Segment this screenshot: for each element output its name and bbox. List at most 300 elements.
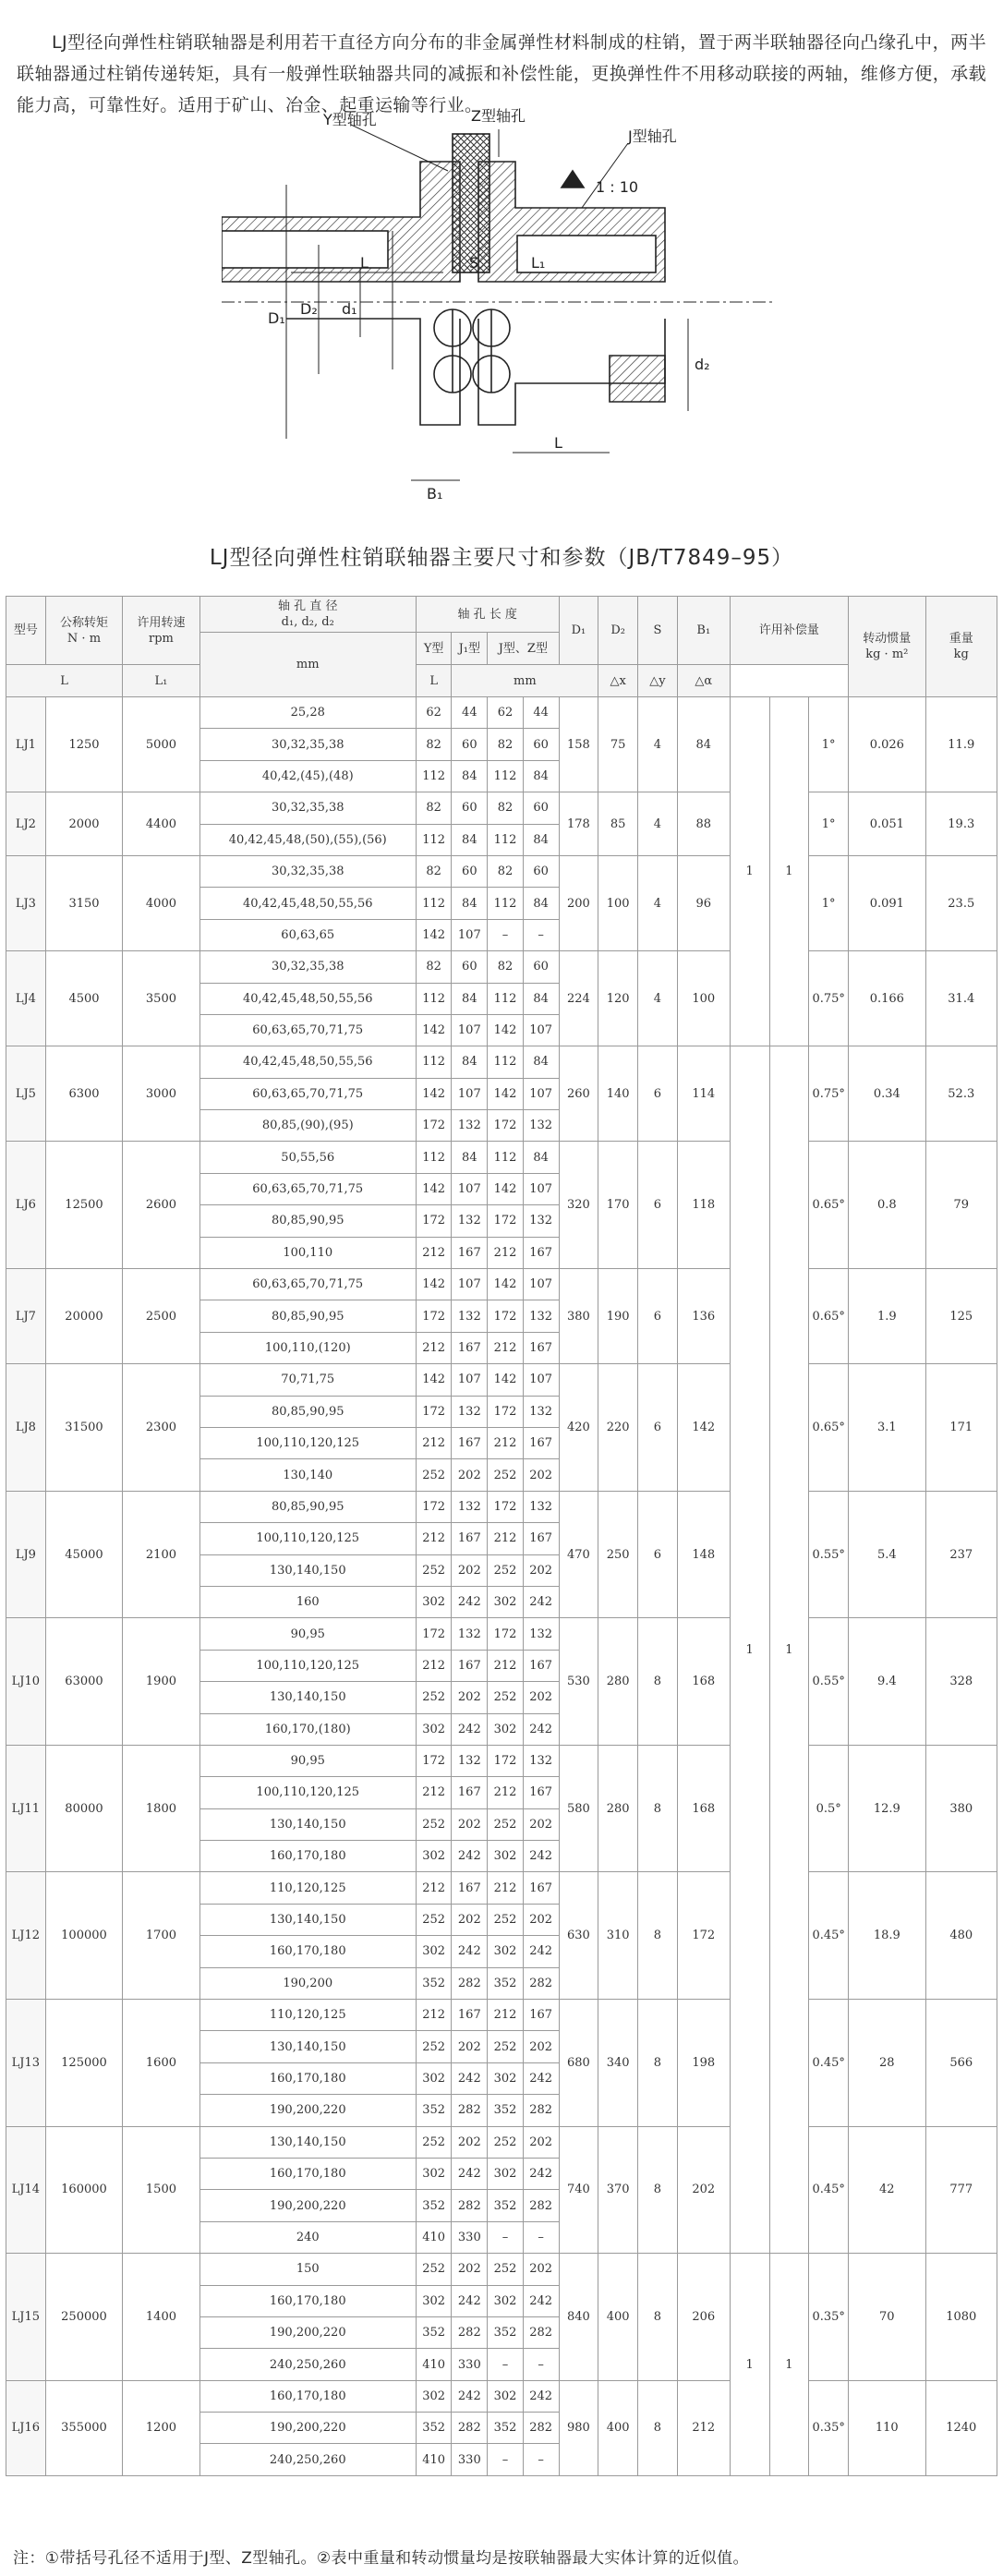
j1-L1-cell: 84 <box>452 1046 488 1078</box>
torque-cell: 2000 <box>45 792 122 856</box>
S-cell: 8 <box>638 1745 678 1872</box>
jz-L-cell: 202 <box>523 1904 559 1935</box>
bore-dia-cell: 100,110,120,125 <box>199 1427 416 1458</box>
jz-L1-cell: 302 <box>488 2062 524 2094</box>
jz-L-cell: 242 <box>523 2158 559 2189</box>
da-cell: 1° <box>809 855 849 950</box>
bore-dia-cell: 130,140,150 <box>199 1904 416 1935</box>
y-L-cell: 142 <box>416 1269 452 1300</box>
header-L: L <box>6 665 123 697</box>
speed-cell: 3500 <box>123 951 199 1046</box>
da-cell: 0.65° <box>809 1269 849 1364</box>
inertia-cell: 110 <box>849 2380 925 2475</box>
bore-dia-cell: 40,42,45,48,50,55,56 <box>199 1046 416 1078</box>
jz-L1-cell: 62 <box>488 697 524 729</box>
S-cell: 8 <box>638 2000 678 2127</box>
bore-dia-cell: 100,110 <box>199 1237 416 1268</box>
jz-L1-cell: 172 <box>488 1205 524 1237</box>
model-cell: LJ11 <box>6 1745 46 1872</box>
jz-L-cell: 242 <box>523 1586 559 1617</box>
y-L-cell: 112 <box>416 824 452 855</box>
label-j-bore: J型轴孔 <box>628 127 677 145</box>
header-dx: △x <box>598 665 638 697</box>
header-s: S <box>638 597 678 665</box>
j1-L1-cell: 84 <box>452 888 488 919</box>
header-torque: 公称转矩 N · m <box>45 597 122 665</box>
jz-L1-cell: 302 <box>488 1936 524 1967</box>
D2-cell: 100 <box>598 855 638 950</box>
dim-D2: D₂ <box>300 300 318 318</box>
y-L-cell: 302 <box>416 2285 452 2316</box>
bore-dia-cell: 40,42,45,48,(50),(55),(56) <box>199 824 416 855</box>
model-cell: LJ10 <box>6 1618 46 1746</box>
header-L1: L₁ <box>123 665 199 697</box>
jz-L-cell: 167 <box>523 1427 559 1458</box>
j1-L1-cell: 107 <box>452 1364 488 1396</box>
dim-L: L <box>360 254 369 272</box>
weight-cell: 23.5 <box>925 855 997 950</box>
jz-L1-cell: 302 <box>488 1586 524 1617</box>
jz-L1-cell: 142 <box>488 1014 524 1046</box>
header-dy: △y <box>638 665 678 697</box>
y-L-cell: 112 <box>416 888 452 919</box>
j1-L1-cell: 132 <box>452 1618 488 1650</box>
S-cell: 8 <box>638 2380 678 2475</box>
bore-dia-cell: 160,170,180 <box>199 2158 416 2189</box>
jz-L1-cell: – <box>488 2444 524 2475</box>
D1-cell: 200 <box>559 855 598 950</box>
y-L-cell: 302 <box>416 1586 452 1617</box>
jz-L-cell: 202 <box>523 2254 559 2285</box>
header-model: 型号 <box>6 597 46 665</box>
jz-L1-cell: 252 <box>488 1904 524 1935</box>
y-L-cell: 112 <box>416 760 452 792</box>
bore-dia-cell: 30,32,35,38 <box>199 951 416 983</box>
da-cell: 0.55° <box>809 1491 849 1618</box>
label-z-bore: Z型轴孔 <box>471 107 526 125</box>
j1-L1-cell: 282 <box>452 2095 488 2126</box>
bore-dia-cell: 100,110,120,125 <box>199 1777 416 1808</box>
j1-L1-cell: 107 <box>452 919 488 950</box>
bore-dia-cell: 80,85,90,95 <box>199 1396 416 1427</box>
weight-cell: 480 <box>925 1872 997 2000</box>
jz-L1-cell: 172 <box>488 1618 524 1650</box>
j1-L1-cell: 60 <box>452 951 488 983</box>
B1-cell: 206 <box>677 2254 730 2381</box>
y-L-cell: 252 <box>416 1808 452 1840</box>
inertia-cell: 0.8 <box>849 1142 925 1269</box>
jz-L1-cell: 352 <box>488 2095 524 2126</box>
speed-cell: 3000 <box>123 1046 199 1142</box>
dx-cell: 1 <box>730 1046 769 2254</box>
bore-dia-cell: 110,120,125 <box>199 1872 416 1904</box>
table-row <box>6 1872 997 1904</box>
bore-dia-cell: 240 <box>199 2221 416 2253</box>
table-row <box>6 792 997 824</box>
y-L-cell: 82 <box>416 792 452 824</box>
S-cell: 6 <box>638 1142 678 1269</box>
jz-L-cell: 107 <box>523 1269 559 1300</box>
j1-L1-cell: 167 <box>452 2000 488 2031</box>
jz-L-cell: 242 <box>523 1841 559 1872</box>
table-row <box>6 1491 997 1522</box>
D2-cell: 220 <box>598 1364 638 1492</box>
D1-cell: 630 <box>559 1872 598 2000</box>
j1-L1-cell: 330 <box>452 2444 488 2475</box>
inertia-cell: 9.4 <box>849 1618 925 1746</box>
model-cell: LJ2 <box>6 792 46 856</box>
jz-L-cell: 107 <box>523 1173 559 1204</box>
speed-cell: 4000 <box>123 855 199 950</box>
model-cell: LJ1 <box>6 697 46 792</box>
table-row <box>6 2126 997 2158</box>
coupling-drawing <box>222 106 785 513</box>
model-cell: LJ6 <box>6 1142 46 1269</box>
D2-cell: 400 <box>598 2380 638 2475</box>
bore-dia-cell: 40,42,45,48,50,55,56 <box>199 888 416 919</box>
bore-dia-cell: 70,71,75 <box>199 1364 416 1396</box>
bore-dia-cell: 60,63,65,70,71,75 <box>199 1173 416 1204</box>
torque-cell: 1250 <box>45 697 122 792</box>
jz-L-cell: 167 <box>523 2000 559 2031</box>
y-L-cell: 352 <box>416 2413 452 2444</box>
bore-dia-cell: 60,63,65 <box>199 919 416 950</box>
dim-dz: d₂ <box>695 356 710 373</box>
torque-cell: 4500 <box>45 951 122 1046</box>
y-L-cell: 302 <box>416 1841 452 1872</box>
table-row <box>6 951 997 983</box>
D1-cell: 320 <box>559 1142 598 1269</box>
D1-cell: 530 <box>559 1618 598 1746</box>
speed-cell: 1200 <box>123 2380 199 2475</box>
jz-L-cell: 107 <box>523 1014 559 1046</box>
bore-dia-cell: 60,63,65,70,71,75 <box>199 1269 416 1300</box>
j1-L1-cell: 132 <box>452 1110 488 1142</box>
y-L-cell: 302 <box>416 2062 452 2094</box>
B1-cell: 212 <box>677 2380 730 2475</box>
da-cell: 0.65° <box>809 1364 849 1492</box>
jz-L-cell: 242 <box>523 2285 559 2316</box>
j1-L1-cell: 202 <box>452 1808 488 1840</box>
jz-L-cell: 107 <box>523 1078 559 1109</box>
bore-dia-cell: 90,95 <box>199 1618 416 1650</box>
jz-L1-cell: 212 <box>488 1777 524 1808</box>
inertia-cell: 0.091 <box>849 855 925 950</box>
D1-cell: 224 <box>559 951 598 1046</box>
y-L-cell: 302 <box>416 1713 452 1745</box>
da-cell: 0.75° <box>809 951 849 1046</box>
speed-cell: 4400 <box>123 792 199 856</box>
jz-L-cell: 132 <box>523 1300 559 1332</box>
inertia-cell: 70 <box>849 2254 925 2381</box>
y-L-cell: 212 <box>416 1777 452 1808</box>
model-cell: LJ14 <box>6 2126 46 2254</box>
weight-cell: 52.3 <box>925 1046 997 1142</box>
table-row <box>6 2254 997 2285</box>
bore-dia-cell: 100,110,120,125 <box>199 1523 416 1554</box>
j1-L1-cell: 167 <box>452 1332 488 1363</box>
jz-L-cell: 202 <box>523 2031 559 2062</box>
table-row <box>6 1046 997 1078</box>
y-L-cell: 112 <box>416 1142 452 1173</box>
jz-L-cell: 84 <box>523 888 559 919</box>
da-cell: 1° <box>809 697 849 792</box>
jz-L1-cell: 112 <box>488 824 524 855</box>
y-L-cell: 352 <box>416 2316 452 2348</box>
weight-cell: 380 <box>925 1745 997 1872</box>
B1-cell: 198 <box>677 2000 730 2127</box>
jz-L1-cell: 352 <box>488 2190 524 2221</box>
j1-L1-cell: 132 <box>452 1396 488 1427</box>
B1-cell: 148 <box>677 1491 730 1618</box>
j1-L1-cell: 107 <box>452 1269 488 1300</box>
header-comp: 许用补偿量 <box>730 597 848 665</box>
jz-L1-cell: 252 <box>488 2031 524 2062</box>
bore-dia-cell: 80,85,(90),(95) <box>199 1110 416 1142</box>
D1-cell: 420 <box>559 1364 598 1492</box>
da-cell: 0.45° <box>809 1872 849 2000</box>
jz-L1-cell: 212 <box>488 1650 524 1681</box>
j1-L1-cell: 242 <box>452 1936 488 1967</box>
bore-dia-cell: 190,200 <box>199 1967 416 1999</box>
torque-cell: 250000 <box>45 2254 122 2381</box>
bore-dia-cell: 80,85,90,95 <box>199 1300 416 1332</box>
jz-L1-cell: 212 <box>488 1237 524 1268</box>
j1-L1-cell: 132 <box>452 1300 488 1332</box>
j1-L1-cell: 242 <box>452 2380 488 2412</box>
dy-cell: 1 <box>769 1046 809 2254</box>
B1-cell: 100 <box>677 951 730 1046</box>
da-cell: 0.55° <box>809 1618 849 1746</box>
y-L-cell: 212 <box>416 1332 452 1363</box>
torque-cell: 80000 <box>45 1745 122 1872</box>
D2-cell: 85 <box>598 792 638 856</box>
jz-L-cell: 282 <box>523 2095 559 2126</box>
jz-L1-cell: 252 <box>488 1682 524 1713</box>
y-L-cell: 212 <box>416 2000 452 2031</box>
D1-cell: 680 <box>559 2000 598 2127</box>
jz-L1-cell: 142 <box>488 1364 524 1396</box>
B1-cell: 168 <box>677 1618 730 1746</box>
torque-cell: 355000 <box>45 2380 122 2475</box>
y-L-cell: 410 <box>416 2221 452 2253</box>
jz-L1-cell: 252 <box>488 2254 524 2285</box>
jz-L-cell: 242 <box>523 2380 559 2412</box>
bore-dia-cell: 80,85,90,95 <box>199 1491 416 1522</box>
bore-dia-cell: 160,170,180 <box>199 1936 416 1967</box>
bore-dia-cell: 40,42,45,48,50,55,56 <box>199 983 416 1014</box>
jz-L-cell: 167 <box>523 1777 559 1808</box>
header-bore-len: 轴 孔 长 度 <box>416 597 559 633</box>
model-cell: LJ4 <box>6 951 46 1046</box>
jz-L-cell: 202 <box>523 1554 559 1586</box>
speed-cell: 1800 <box>123 1745 199 1872</box>
j1-L1-cell: 282 <box>452 2190 488 2221</box>
jz-L1-cell: 302 <box>488 1713 524 1745</box>
label-taper: 1 : 10 <box>596 178 639 196</box>
jz-L1-cell: 302 <box>488 2380 524 2412</box>
D2-cell: 310 <box>598 1872 638 2000</box>
speed-cell: 1700 <box>123 1872 199 2000</box>
y-L-cell: 252 <box>416 1682 452 1713</box>
j1-L1-cell: 107 <box>452 1014 488 1046</box>
j1-L1-cell: 167 <box>452 1237 488 1268</box>
S-cell: 4 <box>638 855 678 950</box>
inertia-cell: 0.026 <box>849 697 925 792</box>
D2-cell: 280 <box>598 1745 638 1872</box>
weight-cell: 11.9 <box>925 697 997 792</box>
y-L-cell: 172 <box>416 1618 452 1650</box>
inertia-cell: 18.9 <box>849 1872 925 2000</box>
jz-L1-cell: 352 <box>488 2316 524 2348</box>
j1-L1-cell: 242 <box>452 1586 488 1617</box>
D2-cell: 120 <box>598 951 638 1046</box>
jz-L-cell: 167 <box>523 1523 559 1554</box>
jz-L-cell: 202 <box>523 1808 559 1840</box>
weight-cell: 237 <box>925 1491 997 1618</box>
j1-L1-cell: 202 <box>452 2126 488 2158</box>
y-L-cell: 302 <box>416 2380 452 2412</box>
S-cell: 4 <box>638 792 678 856</box>
da-cell: 0.45° <box>809 2126 849 2254</box>
S-cell: 6 <box>638 1046 678 1142</box>
bore-dia-cell: 130,140,150 <box>199 1554 416 1586</box>
j1-L1-cell: 44 <box>452 697 488 729</box>
bore-dia-cell: 40,42,(45),(48) <box>199 760 416 792</box>
bore-dia-cell: 190,200,220 <box>199 2095 416 2126</box>
y-L-cell: 172 <box>416 1491 452 1522</box>
S-cell: 6 <box>638 1491 678 1618</box>
D1-cell: 380 <box>559 1269 598 1364</box>
j1-L1-cell: 202 <box>452 1682 488 1713</box>
y-L-cell: 252 <box>416 1554 452 1586</box>
bore-dia-cell: 160,170,180 <box>199 1841 416 1872</box>
bore-dia-cell: 130,140,150 <box>199 2126 416 2158</box>
jz-L-cell: 132 <box>523 1745 559 1776</box>
jz-L-cell: 167 <box>523 1650 559 1681</box>
dy-cell: 1 <box>769 697 809 1046</box>
jz-L1-cell: 172 <box>488 1300 524 1332</box>
label-y-bore: Y型轴孔 <box>323 111 377 128</box>
jz-L-cell: 84 <box>523 760 559 792</box>
bore-dia-cell: 160,170,180 <box>199 2380 416 2412</box>
jz-L1-cell: 352 <box>488 2413 524 2444</box>
j1-L1-cell: 202 <box>452 2254 488 2285</box>
jz-L1-cell: – <box>488 2349 524 2380</box>
y-L-cell: 142 <box>416 1014 452 1046</box>
speed-cell: 2100 <box>123 1491 199 1618</box>
B1-cell: 136 <box>677 1269 730 1364</box>
jz-L-cell: 132 <box>523 1618 559 1650</box>
jz-L1-cell: 172 <box>488 1491 524 1522</box>
y-L-cell: 212 <box>416 1872 452 1904</box>
speed-cell: 1500 <box>123 2126 199 2254</box>
inertia-cell: 28 <box>849 2000 925 2127</box>
jz-L-cell: 242 <box>523 1713 559 1745</box>
j1-L1-cell: 167 <box>452 1523 488 1554</box>
j1-L1-cell: 84 <box>452 824 488 855</box>
y-L-cell: 82 <box>416 855 452 887</box>
D1-cell: 260 <box>559 1046 598 1142</box>
jz-L1-cell: 112 <box>488 983 524 1014</box>
y-L-cell: 212 <box>416 1427 452 1458</box>
j1-L1-cell: 242 <box>452 2062 488 2094</box>
bore-dia-cell: 30,32,35,38 <box>199 855 416 887</box>
D2-cell: 250 <box>598 1491 638 1618</box>
weight-cell: 328 <box>925 1618 997 1746</box>
table-row <box>6 1364 997 1396</box>
jz-L1-cell: 212 <box>488 1523 524 1554</box>
inertia-cell: 0.166 <box>849 951 925 1046</box>
y-L-cell: 82 <box>416 951 452 983</box>
jz-L-cell: 60 <box>523 729 559 760</box>
j1-L1-cell: 202 <box>452 2031 488 2062</box>
jz-L1-cell: 112 <box>488 888 524 919</box>
torque-cell: 160000 <box>45 2126 122 2254</box>
y-L-cell: 252 <box>416 2031 452 2062</box>
jz-L-cell: 242 <box>523 1936 559 1967</box>
B1-cell: 172 <box>677 1872 730 2000</box>
jz-L-cell: 132 <box>523 1491 559 1522</box>
D1-cell: 580 <box>559 1745 598 1872</box>
intro-paragraph: LJ型径向弹性柱销联轴器是利用若干直径方向分布的非金属弹性材料制成的柱销，置于两半联轴器径向凸缘孔中，两半联轴器通过柱销传递转矩，具有一般弹性联轴器共同的减振和补偿性能，更换弹性件不用移动联接的两轴，维修方便，承载能力高，可靠性好。适用于矿山、冶金、起重运输等行业。 <box>17 32 986 115</box>
y-L-cell: 142 <box>416 919 452 950</box>
j1-L1-cell: 282 <box>452 1967 488 1999</box>
D1-cell: 740 <box>559 2126 598 2254</box>
j1-L1-cell: 202 <box>452 1904 488 1935</box>
jz-L-cell: 242 <box>523 2062 559 2094</box>
jz-L-cell: 132 <box>523 1205 559 1237</box>
j1-L1-cell: 167 <box>452 1427 488 1458</box>
table-title: LJ型径向弹性柱销联轴器主要尺寸和参数（JB/T7849–95） <box>209 546 794 570</box>
j1-L1-cell: 84 <box>452 1142 488 1173</box>
header-y: Y型 <box>416 633 452 665</box>
bore-dia-cell: 60,63,65,70,71,75 <box>199 1014 416 1046</box>
jz-L-cell: 84 <box>523 824 559 855</box>
jz-L-cell: 282 <box>523 2413 559 2444</box>
dx-cell: 1 <box>730 697 769 1046</box>
j1-L1-cell: 84 <box>452 760 488 792</box>
D2-cell: 140 <box>598 1046 638 1142</box>
weight-cell: 777 <box>925 2126 997 2254</box>
j1-L1-cell: 60 <box>452 729 488 760</box>
jz-L-cell: – <box>523 2221 559 2253</box>
jz-L1-cell: 252 <box>488 2126 524 2158</box>
S-cell: 8 <box>638 2254 678 2381</box>
dim-L-bottom: L <box>554 434 562 452</box>
j1-L1-cell: 242 <box>452 1713 488 1745</box>
bore-dia-cell: 160,170,180 <box>199 2062 416 2094</box>
jz-L-cell: – <box>523 2444 559 2475</box>
D2-cell: 370 <box>598 2126 638 2254</box>
header-jz: J型、Z型 <box>488 633 559 665</box>
weight-cell: 171 <box>925 1364 997 1492</box>
jz-L1-cell: 112 <box>488 760 524 792</box>
bore-dia-cell: 190,200,220 <box>199 2413 416 2444</box>
da-cell: 1° <box>809 792 849 856</box>
da-cell: 0.35° <box>809 2254 849 2381</box>
jz-L-cell: 44 <box>523 697 559 729</box>
y-L-cell: 172 <box>416 1110 452 1142</box>
y-L-cell: 302 <box>416 2158 452 2189</box>
torque-cell: 125000 <box>45 2000 122 2127</box>
model-cell: LJ8 <box>6 1364 46 1492</box>
speed-cell: 5000 <box>123 697 199 792</box>
model-cell: LJ3 <box>6 855 46 950</box>
bore-dia-cell: 25,28 <box>199 697 416 729</box>
table-row <box>6 2380 997 2412</box>
bore-dia-cell: 30,32,35,38 <box>199 729 416 760</box>
